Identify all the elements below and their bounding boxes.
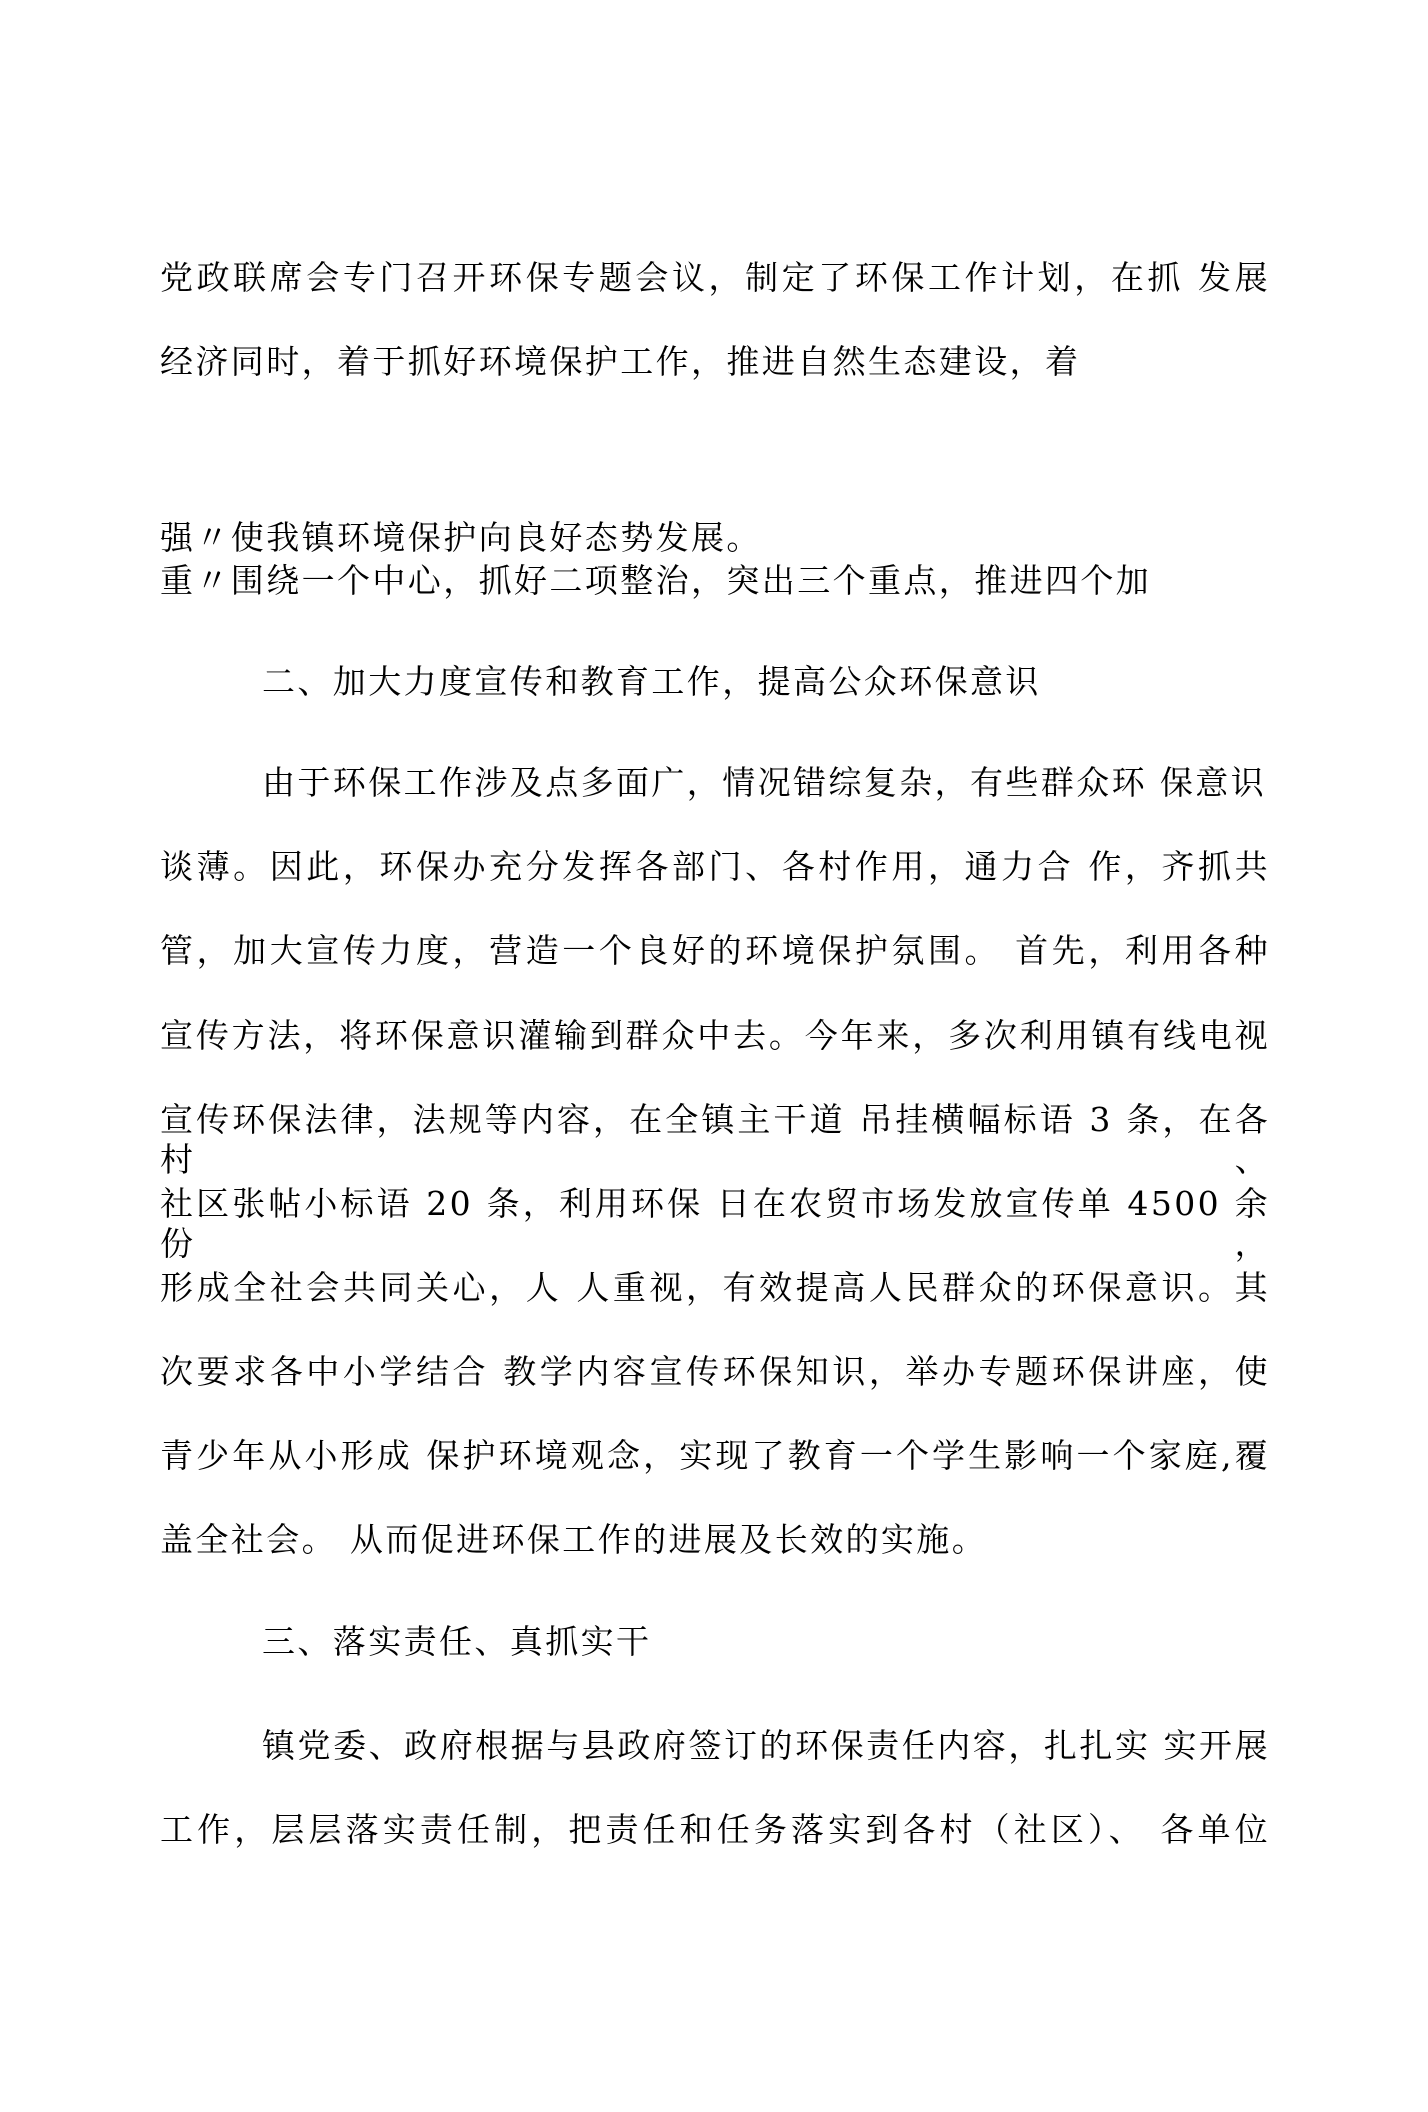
text-line: 重〃围绕一个中心，抓好二项整治，突出三个重点，推进四个加 [160, 561, 1152, 600]
section-heading-2: 二、加大力度宣传和教育工作，提高公众环保意识 [262, 662, 1041, 701]
paragraph-line: 盖全社会。 从而促进环保工作的进展及长效的实施。 [160, 1520, 988, 1559]
paragraph-line: 由于环保工作涉及点多面广，情况错综复杂，有些群众环 保意识 [262, 763, 1267, 802]
section-heading-3: 三、落实责任、真抓实干 [262, 1622, 652, 1661]
paragraph-line: 镇党委、政府根据与县政府签订的环保责任内容，扎扎实 实开展 [262, 1726, 1270, 1765]
paragraph-line: 谈薄。因此，环保办充分发挥各部门、各村作用，通力合 作，齐抓共 [160, 847, 1270, 886]
text-line: 党政联席会专门召开环保专题会议，制定了环保工作计划，在抓 发展 [160, 258, 1270, 297]
paragraph-line: 管，加大宣传力度，营造一个良好的环境保护氛围。 首先，利用各种 [160, 931, 1270, 970]
text-line: 强〃使我镇环境保护向良好态势发展。 [160, 518, 762, 557]
paragraph-line: 宣传方法，将环保意识灌输到群众中去。今年来，多次利用镇有线电视 [160, 1016, 1270, 1055]
paragraph-line: 形成全社会共同关心，人 人重视，有效提高人民群众的环保意识。其 [160, 1268, 1270, 1307]
paragraph-line: 工作，层层落实责任制，把责任和任务落实到各村（社区）、 各单位 [160, 1810, 1270, 1849]
text-line: 经济同时，着于抓好环境保护工作，推进自然生态建设，着 [160, 342, 1081, 381]
paragraph-line: 宣传环保法律，法规等内容，在全镇主干道 吊挂横幅标语 3 条，在各村、 [160, 1100, 1270, 1179]
paragraph-line: 社区张帖小标语 20 条，利用环保 日在农贸市场发放宣传单 4500 余份， [160, 1184, 1270, 1263]
paragraph-line: 次要求各中小学结合 教学内容宣传环保知识，举办专题环保讲座，使 [160, 1352, 1270, 1391]
paragraph-line: 青少年从小形成 保护环境观念，实现了教育一个学生影响一个家庭,覆 [160, 1436, 1270, 1475]
